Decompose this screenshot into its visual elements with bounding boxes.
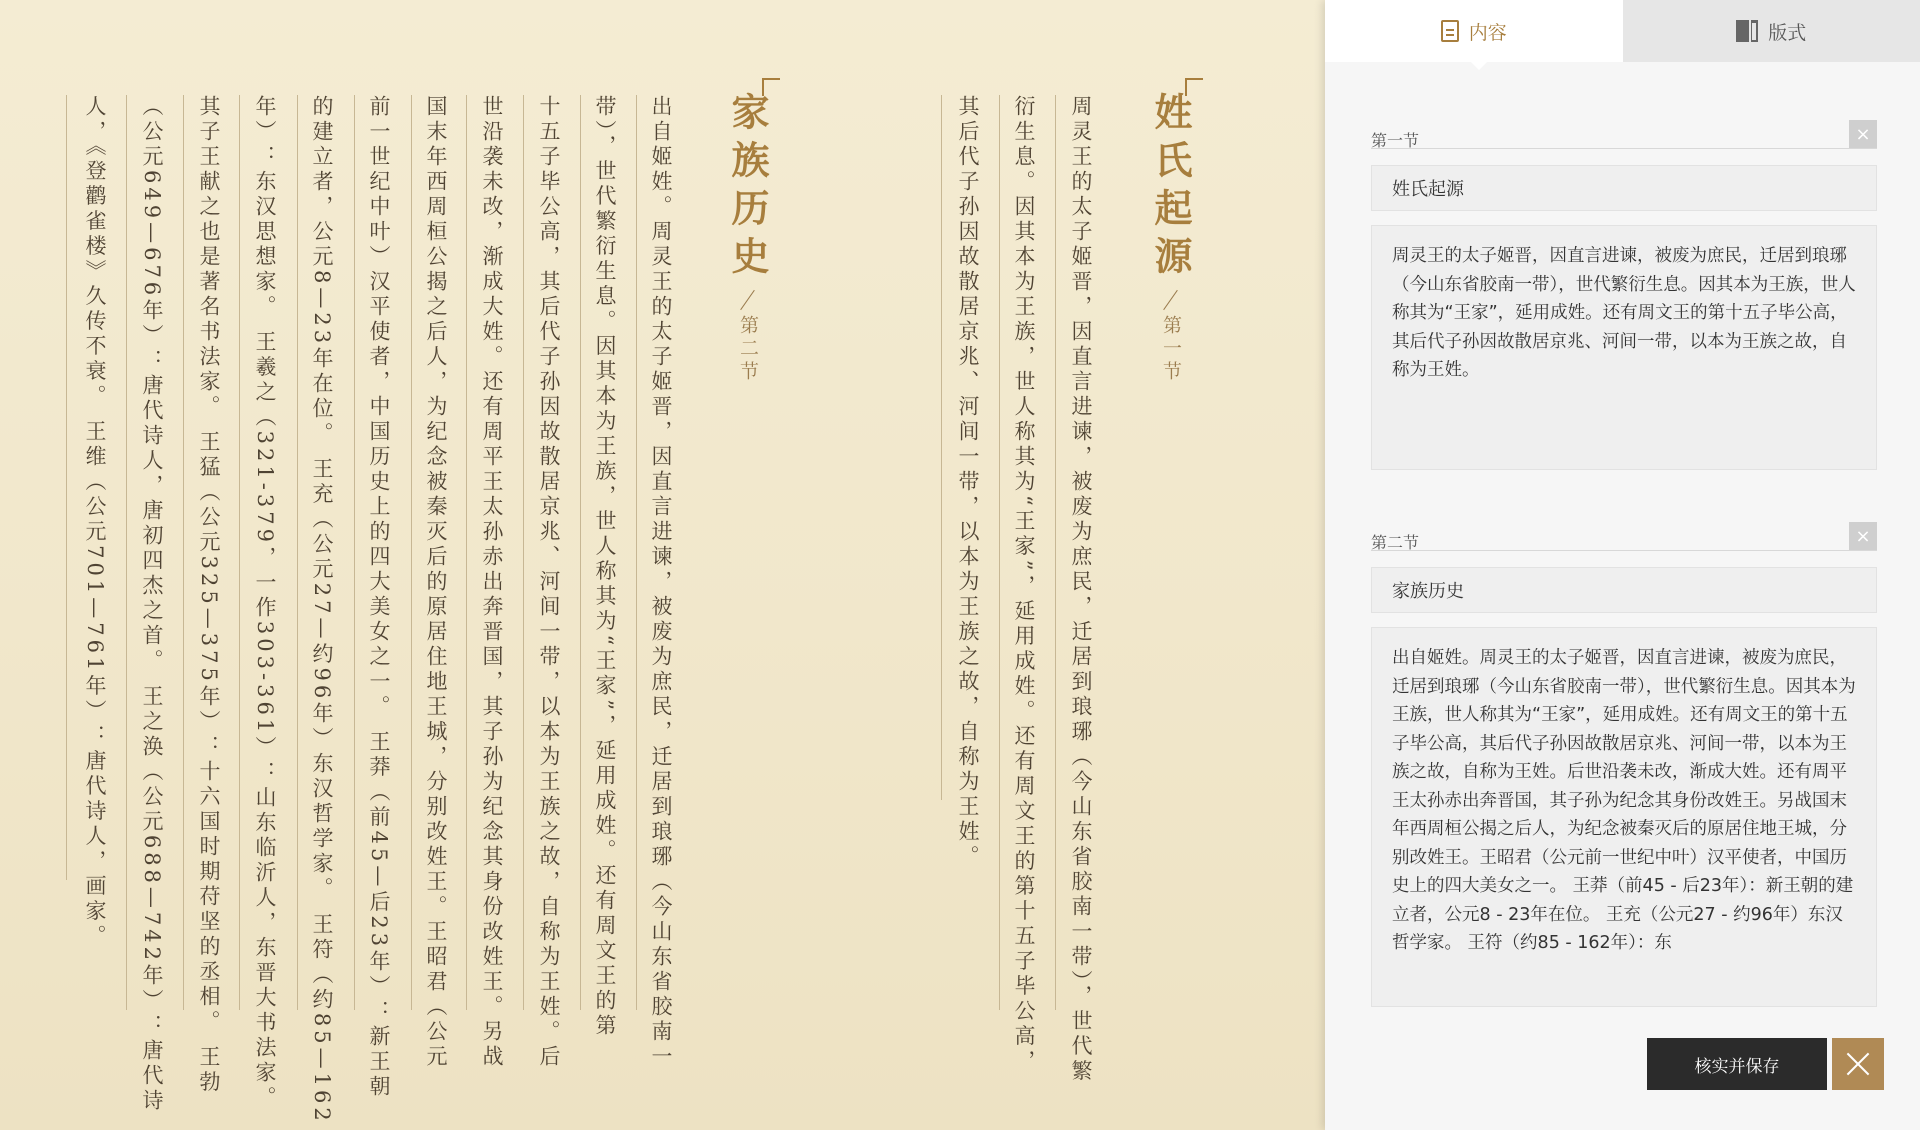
column-divider <box>636 95 637 1010</box>
section2-subtitle: 第二节 <box>737 315 759 384</box>
section-body-textarea[interactable]: 出自姬姓。周灵王的太子姬晋，因直言进谏，被废为庶民，迁居到琅琊（今山东省胶南一带），世代繁衍生息。因其本为王族，世人称其为“王家”，延用成姓。还有周文王的第十五子毕公高，其后代子孙因故散居京兆、河间一带，以本为王族之故，自称为王姓。后世沿袭未改，渐成大姓。还有周平王太孙赤出奔晋国，其子孙为纪念其身份改姓王。另战国末年西周桓公揭之后人，为纪念被秦灭后的原居住地王城，分别改姓王。王昭君（公元前一世纪中叶）汉平使者，中国历史上的四大美女之一。 王莽（前45 - 后23年）：新王朝的建立者，公元8 - 23年在位。 王充（公元27 - 约96年）东汉哲学家。 王符（约85 - 162年）：东 <box>1371 627 1877 1007</box>
section2-column-11: 人，《登鹳雀楼》久传不衰。 王维（公元701—761年）：唐代诗人，画家。 <box>83 95 107 950</box>
verify-save-button[interactable]: 核实并保存 <box>1647 1038 1827 1090</box>
section1-slash <box>1163 290 1178 310</box>
section2-column-8: 年）：东汉思想家。 王羲之（321-379，一作303-361）：山东临沂人，东晋大书法家。 <box>253 95 277 1112</box>
section2-column-3: 十五子毕公高，其后代子孙因故散居京兆、河间一带，以本为王族之故，自称为王姓。后 <box>537 95 561 1070</box>
column-divider <box>126 95 127 1010</box>
section2-column-10: （公元649—676年）：唐代诗人，唐初四杰之首。 王之涣（公元688—742年）：唐代诗 <box>140 95 164 1115</box>
section1-column-3: 其后代子孙因故散居京兆、河间一带，以本为王族之故，自称为王姓。 <box>956 95 980 870</box>
section2-column-1: 出自姬姓。周灵王的太子姬晋，因直言进谏，被废为庶民，迁居到琅琊（今山东省胶南一 <box>649 95 673 1070</box>
section2-column-4: 世沿袭未改，渐成大姓。还有周平王太孙赤出奔晋国，其子孙为纪念其身份改姓王。另战 <box>480 95 504 1070</box>
section2-slash <box>740 290 755 310</box>
column-divider <box>523 95 524 1010</box>
column-divider <box>466 95 467 1010</box>
section-title-input[interactable]: 姓氏起源 <box>1371 165 1877 211</box>
column-divider <box>999 95 1000 1010</box>
delete-section-button[interactable]: × <box>1849 522 1877 550</box>
column-divider <box>354 95 355 1010</box>
section1-subtitle: 第一节 <box>1160 315 1182 384</box>
section2-title: 家族历史 <box>725 92 770 284</box>
tab-content-label: 内容 <box>1468 21 1507 44</box>
delete-section-button[interactable]: × <box>1849 120 1877 148</box>
column-divider <box>580 95 581 1010</box>
section2-column-7: 的建立者，公元8—23年在位。 王充（公元27—约96年）东汉哲学家。 王符（约85—162 <box>310 95 334 1125</box>
layout-icon <box>1736 20 1758 42</box>
tab-layout-label: 版式 <box>1768 21 1807 44</box>
column-divider <box>239 95 240 1010</box>
section1-column-2: 衍生息。因其本为王族，世人称其为“王家”，延用成姓。还有周文王的第十五子毕公高， <box>1012 95 1036 1075</box>
section2-column-5: 国末年西周桓公揭之后人，为纪念被秦灭后的原居住地王城，分别改姓王。王昭君（公元 <box>424 95 448 1070</box>
active-tab-pointer <box>1471 62 1487 70</box>
column-divider <box>66 95 67 880</box>
section-editor-2 <box>1371 520 1877 1007</box>
section1-title: 姓氏起源 <box>1148 92 1193 284</box>
section2-column-6: 前一世纪中叶）汉平使者，中国历史上的四大美女之一。 王莽（前45—后23年）：新王朝 <box>367 95 391 1101</box>
edit-panel <box>1325 0 1920 1130</box>
section-label: 第一节 <box>1371 131 1420 150</box>
document-icon <box>1441 20 1459 42</box>
tab-layout[interactable] <box>1623 0 1920 62</box>
column-divider <box>1055 95 1056 1010</box>
section-editor-1 <box>1371 118 1877 470</box>
section-body-textarea[interactable]: 周灵王的太子姬晋，因直言进谏，被废为庶民，迁居到琅琊（今山东省胶南一带），世代繁衍生息。因其本为王族，世人称其为“王家”，延用成姓。还有周文王的第十五子毕公高，其后代子孙因故散居京兆、河间一带，以本为王族之故，自称为王姓。 <box>1371 225 1877 470</box>
section-header <box>1371 118 1877 149</box>
section-label: 第二节 <box>1371 533 1420 552</box>
tab-content[interactable] <box>1325 0 1623 62</box>
column-divider <box>941 95 942 800</box>
column-divider <box>297 95 298 1010</box>
section2-column-9: 其子王献之也是著名书法家。 王猛（公元325—375年）：十六国时期苻坚的丞相。 王勃 <box>197 95 221 1096</box>
section-header <box>1371 520 1877 551</box>
section-title-input[interactable]: 家族历史 <box>1371 567 1877 613</box>
close-panel-button[interactable] <box>1832 1038 1884 1090</box>
section2-column-2: 带），世代繁衍生息。因其本为王族，世人称其为“王家”，延用成姓。还有周文王的第 <box>593 95 617 1039</box>
panel-tabs <box>1325 0 1920 62</box>
column-divider <box>411 95 412 1010</box>
column-divider <box>183 95 184 1010</box>
section1-column-1: 周灵王的太子姬晋，因直言进谏，被废为庶民，迁居到琅琊（今山东省胶南一带），世代繁 <box>1069 95 1093 1085</box>
